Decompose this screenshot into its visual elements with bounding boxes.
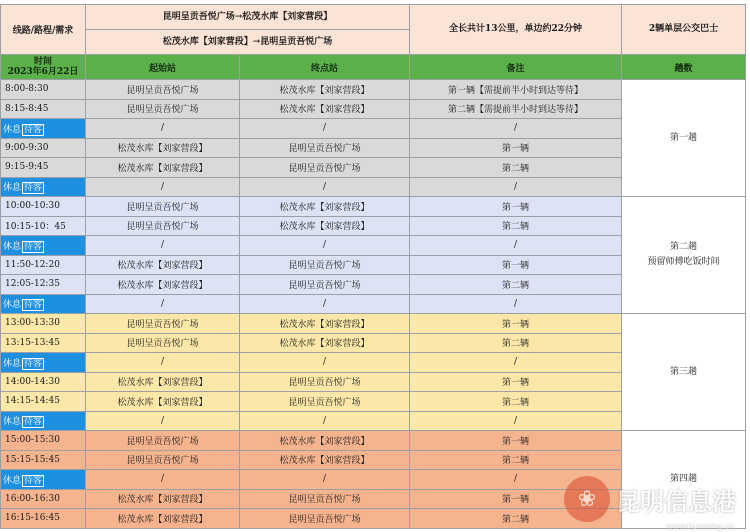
slash-cell: / <box>240 119 410 139</box>
rest-tag: 待客 <box>24 417 43 428</box>
rest-cell <box>1 470 86 490</box>
trip-cell-1 <box>622 80 746 197</box>
rest-label: 休息 <box>3 183 22 194</box>
start-cell: 松茂水库【刘家营段】 <box>86 392 240 412</box>
end-header: 终点站 <box>240 55 410 80</box>
start-cell: 昆明呈贡吾悦广场 <box>86 450 240 470</box>
rest-label: 休息 <box>3 358 22 369</box>
end-cell: 昆明呈贡吾悦广场 <box>240 392 410 412</box>
start-cell: 松茂水库【刘家营段】 <box>86 275 240 295</box>
start-cell: 昆明呈贡吾悦广场 <box>86 431 240 451</box>
start-cell: 松茂水库【刘家营段】 <box>86 489 240 509</box>
time-cell: 11:50-12:20 <box>1 255 86 275</box>
start-cell: 松茂水库【刘家营段】 <box>86 509 240 529</box>
table-row <box>1 80 746 100</box>
note-cell: 第一辆 <box>410 431 622 451</box>
slash-cell: / <box>86 353 240 373</box>
slash-cell: / <box>410 411 622 431</box>
slash-cell: / <box>240 470 410 490</box>
time-cell: 16:00-16:30 <box>1 489 86 509</box>
end-cell: 松茂水库【刘家营段】 <box>240 333 410 353</box>
rest-label: 休息 <box>3 241 22 252</box>
trip-label: 第三趟 <box>670 366 698 377</box>
note-cell: 第二辆 <box>410 158 622 178</box>
slash-cell: / <box>86 119 240 139</box>
end-cell: 昆明呈贡吾悦广场 <box>240 489 410 509</box>
time-cell: 8:15-8:45 <box>1 99 86 119</box>
slash-cell: / <box>240 294 410 314</box>
time-cell: 10:15-10：45 <box>1 216 86 236</box>
end-cell: 昆明呈贡吾悦广场 <box>240 255 410 275</box>
slash-cell: / <box>240 236 410 256</box>
end-cell: 昆明呈贡吾悦广场 <box>240 275 410 295</box>
slash-cell: / <box>240 177 410 197</box>
trip-note: 预留师傅吃饭时间 <box>647 257 720 267</box>
slash-cell: / <box>240 411 410 431</box>
time-cell: 13:15-13:45 <box>1 333 86 353</box>
note-header: 备注 <box>410 55 622 80</box>
route-line-2: 松茂水库【刘家营段】→昆明呈贡吾悦广场 <box>86 30 410 55</box>
rest-label: 休息 <box>3 417 22 428</box>
time-cell: 15:00-15:30 <box>1 431 86 451</box>
note-cell: 第一辆【需提前半小时到达等待】 <box>410 80 622 100</box>
slash-cell: / <box>86 294 240 314</box>
note-cell: 第二辆 <box>410 333 622 353</box>
end-cell: 松茂水库【刘家营段】 <box>240 197 410 217</box>
rest-label: 休息 <box>3 475 22 486</box>
slash-cell: / <box>410 353 622 373</box>
start-cell: 松茂水库【刘家营段】 <box>86 255 240 275</box>
rest-tag: 待客 <box>24 241 43 252</box>
watermark-logo-icon: ❀ <box>564 476 610 522</box>
bus-text: 2辆单层公交巴士 <box>622 5 746 55</box>
end-cell: 松茂水库【刘家营段】 <box>240 431 410 451</box>
watermark-url: www.kunming.cn <box>665 522 734 531</box>
watermark-text: 昆明信息港 <box>616 487 736 516</box>
route-line-1: 昆明呈贡吾悦广场→松茂水库【刘家营段】 <box>86 5 410 30</box>
time-cell: 16:15-16:45 <box>1 509 86 529</box>
note-cell: 第一辆 <box>410 314 622 334</box>
slash-cell: / <box>86 411 240 431</box>
note-cell: 第一辆 <box>410 255 622 275</box>
end-cell: 松茂水库【刘家营段】 <box>240 314 410 334</box>
time-cell: 14:15-14:45 <box>1 392 86 412</box>
start-cell: 昆明呈贡吾悦广场 <box>86 314 240 334</box>
date-label: 2023年6月22日 <box>7 67 79 77</box>
time-cell: 10:00-10:30 <box>1 197 86 217</box>
slash-cell: / <box>86 177 240 197</box>
slash-cell: / <box>240 353 410 373</box>
rest-cell <box>1 177 86 197</box>
watermark <box>564 476 736 531</box>
rest-cell <box>1 411 86 431</box>
start-cell: 昆明呈贡吾悦广场 <box>86 197 240 217</box>
end-cell: 昆明呈贡吾悦广场 <box>240 372 410 392</box>
trip-cell-3 <box>622 314 746 431</box>
start-cell: 昆明呈贡吾悦广场 <box>86 333 240 353</box>
start-cell: 昆明呈贡吾悦广场 <box>86 99 240 119</box>
time-label: 时间 <box>33 57 52 67</box>
start-cell: 松茂水库【刘家营段】 <box>86 158 240 178</box>
corner-label: 线路/路程/需求 <box>1 5 86 55</box>
start-cell: 松茂水库【刘家营段】 <box>86 372 240 392</box>
start-cell: 昆明呈贡吾悦广场 <box>86 80 240 100</box>
time-cell: 9:00-9:30 <box>1 138 86 158</box>
end-cell: 松茂水库【刘家营段】 <box>240 80 410 100</box>
schedule-table <box>0 4 746 529</box>
rest-cell <box>1 294 86 314</box>
end-cell: 昆明呈贡吾悦广场 <box>240 509 410 529</box>
trip-label: 第四趟 <box>670 473 698 484</box>
rest-label: 休息 <box>3 124 22 135</box>
end-cell: 松茂水库【刘家营段】 <box>240 99 410 119</box>
time-cell: 15:15-15:45 <box>1 450 86 470</box>
rest-cell <box>1 236 86 256</box>
slash-cell: / <box>410 236 622 256</box>
trip-label: 第二趟 <box>670 242 698 252</box>
note-cell: 第一辆 <box>410 197 622 217</box>
rest-tag: 待客 <box>24 475 43 486</box>
slash-cell: / <box>86 470 240 490</box>
rest-label: 休息 <box>3 300 22 311</box>
slash-cell: / <box>410 294 622 314</box>
note-cell: 第二辆 <box>410 450 622 470</box>
note-cell: 第二辆 <box>410 275 622 295</box>
rest-tag: 待客 <box>24 124 43 135</box>
note-cell: 第二辆 <box>410 509 622 529</box>
time-cell: 12:05-12:35 <box>1 275 86 295</box>
table-row <box>1 197 746 217</box>
time-cell: 8:00-8:30 <box>1 80 86 100</box>
rest-cell <box>1 119 86 139</box>
table-row <box>1 431 746 451</box>
note-cell: 第二辆 <box>410 216 622 236</box>
rest-tag: 待客 <box>24 183 43 194</box>
time-cell: 14:00-14:30 <box>1 372 86 392</box>
trip-header: 趟数 <box>622 55 746 80</box>
end-cell: 松茂水库【刘家营段】 <box>240 216 410 236</box>
end-cell: 松茂水库【刘家营段】 <box>240 450 410 470</box>
start-cell: 松茂水库【刘家营段】 <box>86 138 240 158</box>
time-cell: 9:15-9:45 <box>1 158 86 178</box>
start-cell: 昆明呈贡吾悦广场 <box>86 216 240 236</box>
note-cell: 第一辆 <box>410 138 622 158</box>
start-header: 起始站 <box>86 55 240 80</box>
slash-cell: / <box>86 236 240 256</box>
note-cell: 第一辆 <box>410 372 622 392</box>
rest-cell <box>1 353 86 373</box>
trip-label: 第一趟 <box>670 132 698 143</box>
note-cell: 第一辆 <box>410 489 622 509</box>
distance-text: 全长共计13公里，单边约22分钟 <box>410 5 622 55</box>
time-header <box>1 55 86 80</box>
slash-cell: / <box>410 119 622 139</box>
end-cell: 昆明呈贡吾悦广场 <box>240 138 410 158</box>
slash-cell: / <box>410 470 622 490</box>
rest-tag: 待客 <box>24 358 43 369</box>
time-cell: 13:00-13:30 <box>1 314 86 334</box>
note-cell: 第二辆【需提前半小时到达等待】 <box>410 99 622 119</box>
rest-tag: 待客 <box>24 300 43 311</box>
note-cell: 第二辆 <box>410 392 622 412</box>
table-row <box>1 314 746 334</box>
slash-cell: / <box>410 177 622 197</box>
trip-cell-2 <box>622 197 746 314</box>
end-cell: 昆明呈贡吾悦广场 <box>240 158 410 178</box>
